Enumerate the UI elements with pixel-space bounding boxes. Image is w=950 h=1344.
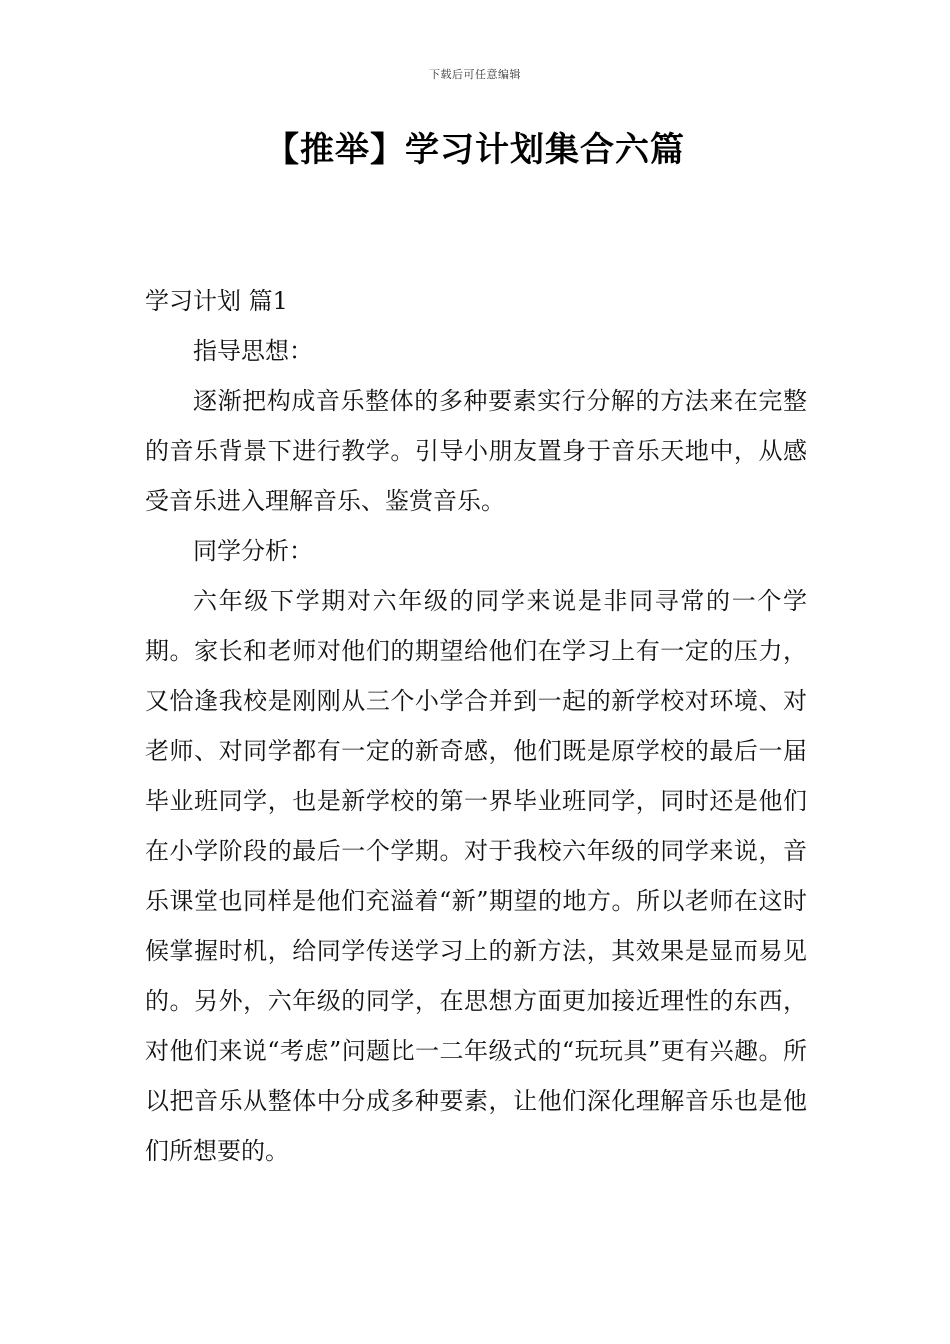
section-heading: 学习计划 篇1 <box>145 287 288 315</box>
paragraph-student-analysis: 六年级下学期对六年级的同学来说是非同寻常的一个学期。家长和老师对他们的期望给他们在学习上有一定的压力，又恰逢我校是刚刚从三个小学合并到一起的新学校对环境、对老师、对同学都有一定的新奇感，他们既是原学校的最后一届毕业班同学，也是新学校的第一界毕业班同学，同时还是他们在小学阶段的最后一个学期。对于我校六年级的同学来说，音乐课堂也同样是他们充溢着“新”期望的地方。所以老师在这时候掌握时机，给同学传送学习上的新方法，其效果是显而易见的。另外，六年级的同学，在思想方面更加接近理性的东西，对他们来说“考虑”问题比一二年级式的“玩玩具”更有兴趣。所以把音乐从整体中分成多种要素，让他们深化理解音乐也是他们所想要的。 <box>145 587 807 1165</box>
subheading-student-analysis: 同学分析： <box>193 537 313 565</box>
header-note: 下载后可任意编辑 <box>429 68 521 81</box>
document-body <box>145 276 807 1176</box>
paragraph-guiding-thought: 逐渐把构成音乐整体的多种要素实行分解的方法来在完整的音乐背景下进行教学。引导小朋友置身于音乐天地中，从感受音乐进入理解音乐、鉴赏音乐。 <box>145 387 807 515</box>
subheading-guiding-thought: 指导思想： <box>193 337 313 365</box>
document-title: 【推举】学习计划集合六篇 <box>265 130 685 170</box>
